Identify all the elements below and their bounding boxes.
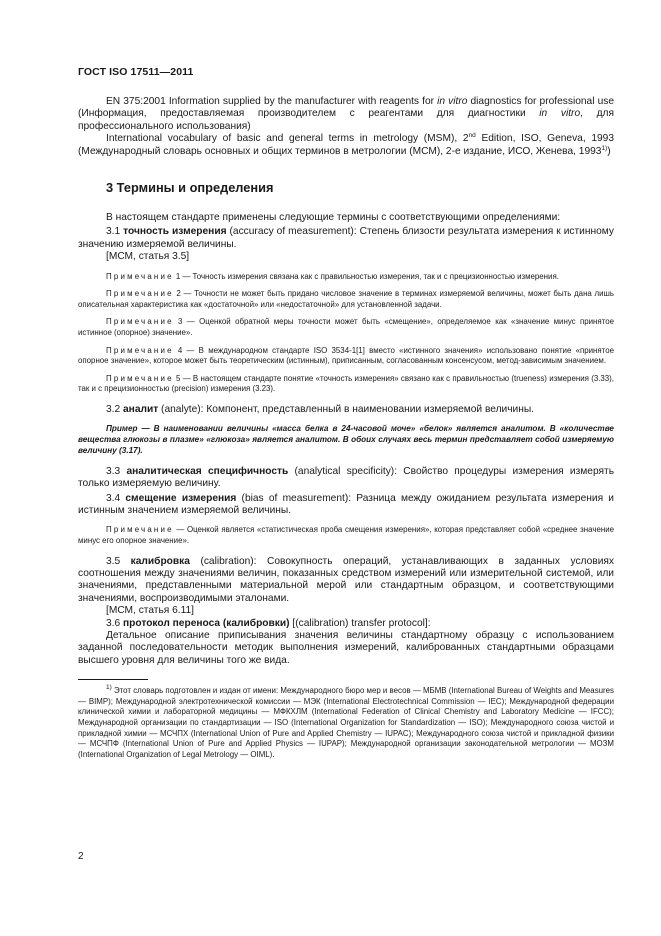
term-3-5-source: [МСМ, статья 6.11] (106, 605, 195, 617)
term-3-1-source: [МСМ, статья 3.5] (106, 251, 190, 263)
note-3-4: Примечание — Оценкой является «статистическая проба смещения измерения», которая представляет собой «среднее значение минус его опорное значение». (78, 525, 614, 546)
reference-en375: EN 375:2001 Information supplied by the manufacturer with reagents for in vitro diagnostics for professional use (Информация, предоставляемая производителем с реагентами для диагностики in vitro, для профессионального использования) (78, 96, 615, 132)
footnote-divider (78, 679, 148, 680)
reference-msm: International vocabulary of basic and general terms in metrology (MSM), 2nd Edition, ISO, Geneva, 1993 (Международный словарь основных и общих терминов в метрологии (МСМ), 2-е издание, ИСО, Женева, 1993$^{1)}$) (78, 132, 614, 157)
term-3-5: 3.5 калибровка (calibration): Совокупность операций, устанавливающих в заданных условиях соотношения между значениями величин, показанных средством измерений или измерительной системой, или значениями, представленными материальной мерой или стандартным образцом, и соответствующими значениями, воспроизводимыми эталонами. (78, 555, 614, 604)
footnote: $^{1)}$ Этот словарь подготовлен и издан от имени: Международного бюро мер и весов — МБМВ (International Bureau of Weights and Measures — BIMP); Международной электротехнической комиссии — МЭК (International Electrotechnical Commission — IEC); Международной федерации клинической химии и лабораторной медицины — МФКХЛМ (International Federation of Clinical Chemistry and Laboratory Medicine — IFCC); Международной организации по стандартизации — ISO (International Organization for Standardization — ISO); Международного союза чистой и прикладной химии — МСЧПХ (International Union of Pure and Applied Chemistry — IUPAC); Международного союза чистой и прикладной физики — МСЧПФ (International Union of Pure and Applied Physics — IUPAP); Международной организации законодательной метрологии — МОЗМ (International Organization of Legal Metrology — OIML). (78, 684, 614, 759)
section-title: 3 Термины и определения (106, 180, 274, 196)
term-3-3: 3.3 аналитическая специфичность (analytical specificity): Свойство процедуры измерения измерять только измеряемую величину. (78, 465, 615, 490)
document-header: ГОСТ ISO 17511—2011 (78, 66, 194, 78)
note-3-1-3: Примечание 3 — Оценкой обратной меры точности может быть «смещение», определяемое как «значение минус принятое истинное (опорное) значение». (78, 317, 614, 338)
page-number: 2 (78, 851, 84, 862)
term-3-6-body: Детальное описание приписывания значения величины стандартному образцу с использованием заданной последовательности методик выполнения измерений, калиброванных стандартными образцами высшего уровня для величины того же вида. (78, 630, 614, 666)
term-3-1: 3.1 точность измерения (accuracy of measurement): Степень близости результата измерения к истинному значению измеряемой величины. (78, 226, 614, 250)
page-content (78, 96, 614, 760)
footnote-reference: 1) (601, 144, 608, 152)
note-3-1-5: Примечание 5 — В настоящем стандарте понятие «точность измерения» связано как с правильностью (trueness) измерения (3.33), так и с прецизионностью (precision) измерения (3.23). (78, 373, 614, 394)
example-3-2: Пример — В наименовании величины «масса белка в 24-часовой моче» «белок» является аналитом. В «количестве вещества глюкозы в плазме» «глюкоза» является аналитом. В обоих случаях весь термин представляет собой измеряемую величину (3.17). (78, 424, 614, 455)
note-3-1-1: Примечание 1 — Точность измерения связана как с правильностью измерения, так и с прецизионностью измерения. (106, 271, 559, 281)
term-3-4: 3.4 смещение измерения (bias of measurement): Разница между ожиданием результата измерения и истинным значением измеряемой величины. (78, 492, 614, 517)
note-3-1-4: Примечание 4 — В международном стандарте ISO 3534-1[1] вместо «истинного значения» использовано понятие «принятое опорное значение», которое может быть теоретическим (истинным), приписанным, согласованным консенсусом, метод-зависимым значением. (78, 345, 614, 366)
intro-paragraph: В настоящем стандарте применены следующие термины с соответствующими определениями: (106, 212, 561, 224)
term-3-2: 3.2 аналит (analyte): Компонент, представленный в наименовании измеряемой величины. (106, 404, 534, 415)
note-3-1-2: Примечание 2 — Точности не может быть придано числовое значение в терминах измеряемой величины, может быть дана лишь описательная характеристика как «достаточной» или «недостаточной» для установленной задачи. (78, 289, 614, 309)
term-3-6: 3.6 протокол переноса (калибровки) [(calibration) transfer protocol]: (106, 617, 431, 629)
